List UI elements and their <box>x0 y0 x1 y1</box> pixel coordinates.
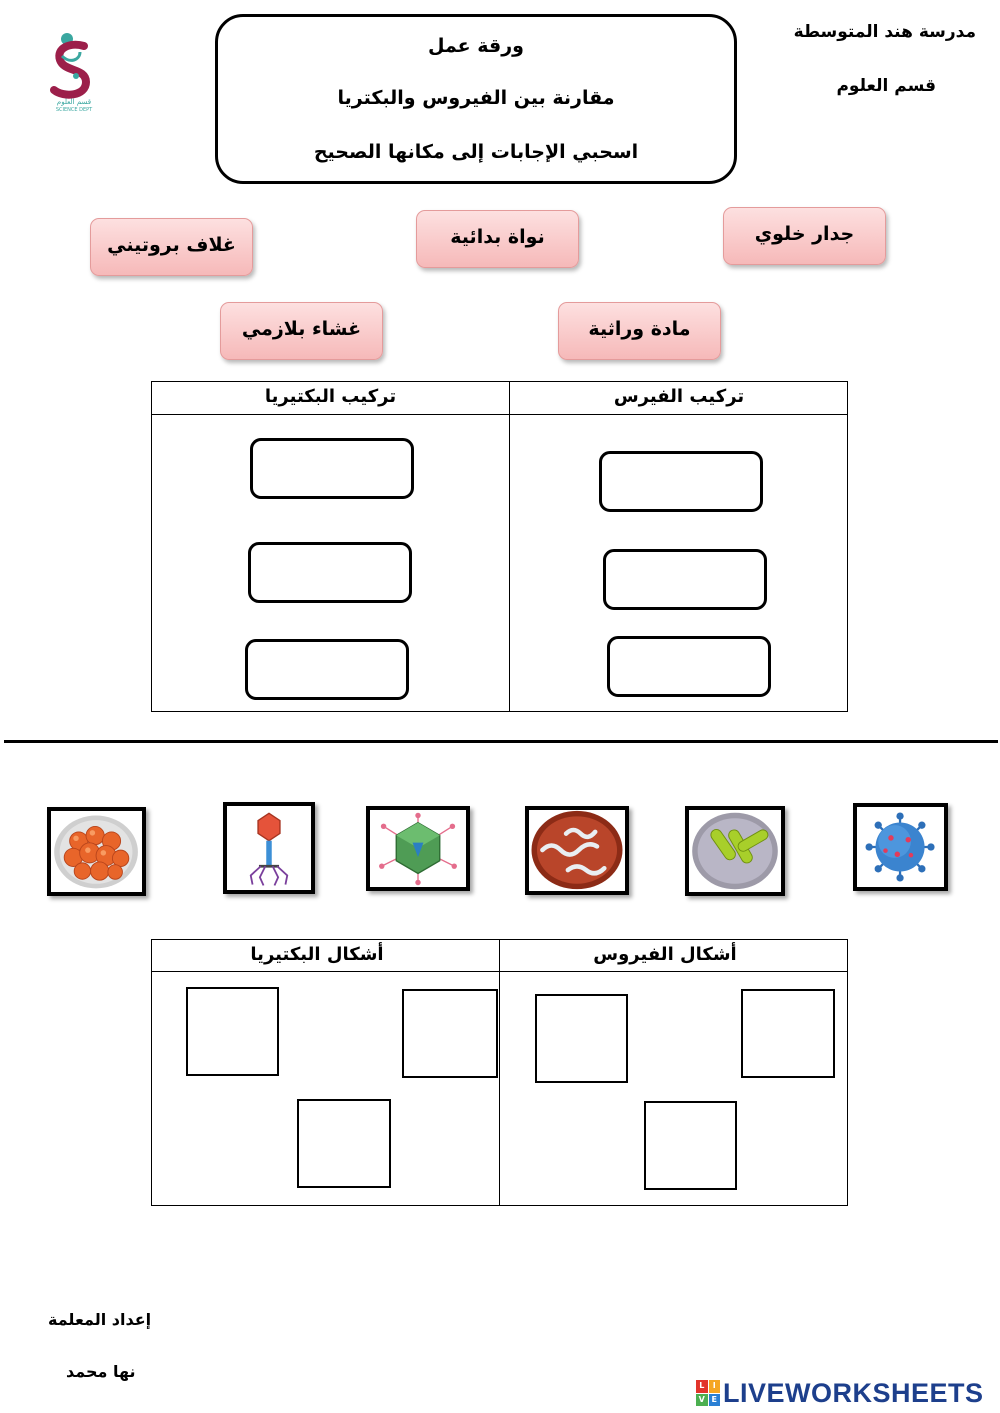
virus-shapes-header: أشكال الفيروس <box>593 944 737 965</box>
worksheet-title: مقارنة بين الفيروس والبكتريا <box>337 87 615 109</box>
title-box <box>215 14 737 184</box>
section-divider <box>4 740 998 743</box>
virus-shape-drop-slot[interactable] <box>741 989 835 1078</box>
virus-shape-drop-slot[interactable] <box>535 994 628 1083</box>
bacteria-structure-drop-slot[interactable] <box>248 542 412 603</box>
worksheet-instruction: اسحبي الإجابات إلى مكانها الصحيح <box>313 141 639 163</box>
answer-chip[interactable]: نواة بدائية <box>416 210 579 268</box>
science-dept-logo-icon <box>40 30 108 112</box>
bacteria-structure-drop-slot[interactable] <box>250 438 414 499</box>
bacteria-structure-header: تركيب البكتيريا <box>264 386 397 407</box>
virus-structure-drop-slot[interactable] <box>607 636 771 697</box>
department-name: قسم العلوم <box>836 76 936 96</box>
coronavirus-icon[interactable] <box>853 803 948 891</box>
virus-structure-drop-slot[interactable] <box>599 451 763 512</box>
bacteria-shapes-header: أشكال البكتيريا <box>250 944 384 965</box>
liveworksheets-brand[interactable] <box>696 1378 984 1408</box>
logo-caption-ar: قسم العلوم <box>56 98 92 106</box>
prepared-by-label: إعداد المعلمة <box>48 1310 152 1329</box>
teacher-name: نها محمد <box>66 1362 136 1381</box>
school-name: مدرسة هند المتوسطة <box>793 22 976 42</box>
bacteria-structure-drop-slot[interactable] <box>245 639 409 700</box>
brand-name: LIVEWORKSHEETS <box>723 1377 984 1408</box>
bacteria-shape-drop-slot[interactable] <box>402 989 498 1078</box>
virus-structure-header: تركيب الفيرس <box>613 386 745 407</box>
worksheet-label: ورقة عمل <box>427 35 524 57</box>
answer-chip[interactable]: جدار خلوي <box>723 207 886 265</box>
answer-chip[interactable]: مادة وراثية <box>558 302 721 360</box>
logo-caption-en: SCIENCE DEPT <box>55 107 93 112</box>
virus-shape-drop-slot[interactable] <box>644 1101 737 1190</box>
answer-chip[interactable]: غلاف بروتيني <box>90 218 253 276</box>
bacteria-shape-drop-slot[interactable] <box>186 987 279 1076</box>
bacillus-bacteria-icon[interactable] <box>685 806 785 896</box>
icosahedral-virus-icon[interactable] <box>366 806 470 891</box>
bacteria-shape-drop-slot[interactable] <box>297 1099 391 1188</box>
virus-structure-drop-slot[interactable] <box>603 549 767 610</box>
bacteria-cocci-cluster-icon[interactable] <box>47 807 146 896</box>
bacteriophage-icon[interactable] <box>223 802 315 894</box>
liveworksheets-logo-icon: L I V E <box>696 1380 720 1406</box>
answer-chip[interactable]: غشاء بلازمي <box>220 302 383 360</box>
spirillum-bacteria-icon[interactable] <box>525 806 629 895</box>
